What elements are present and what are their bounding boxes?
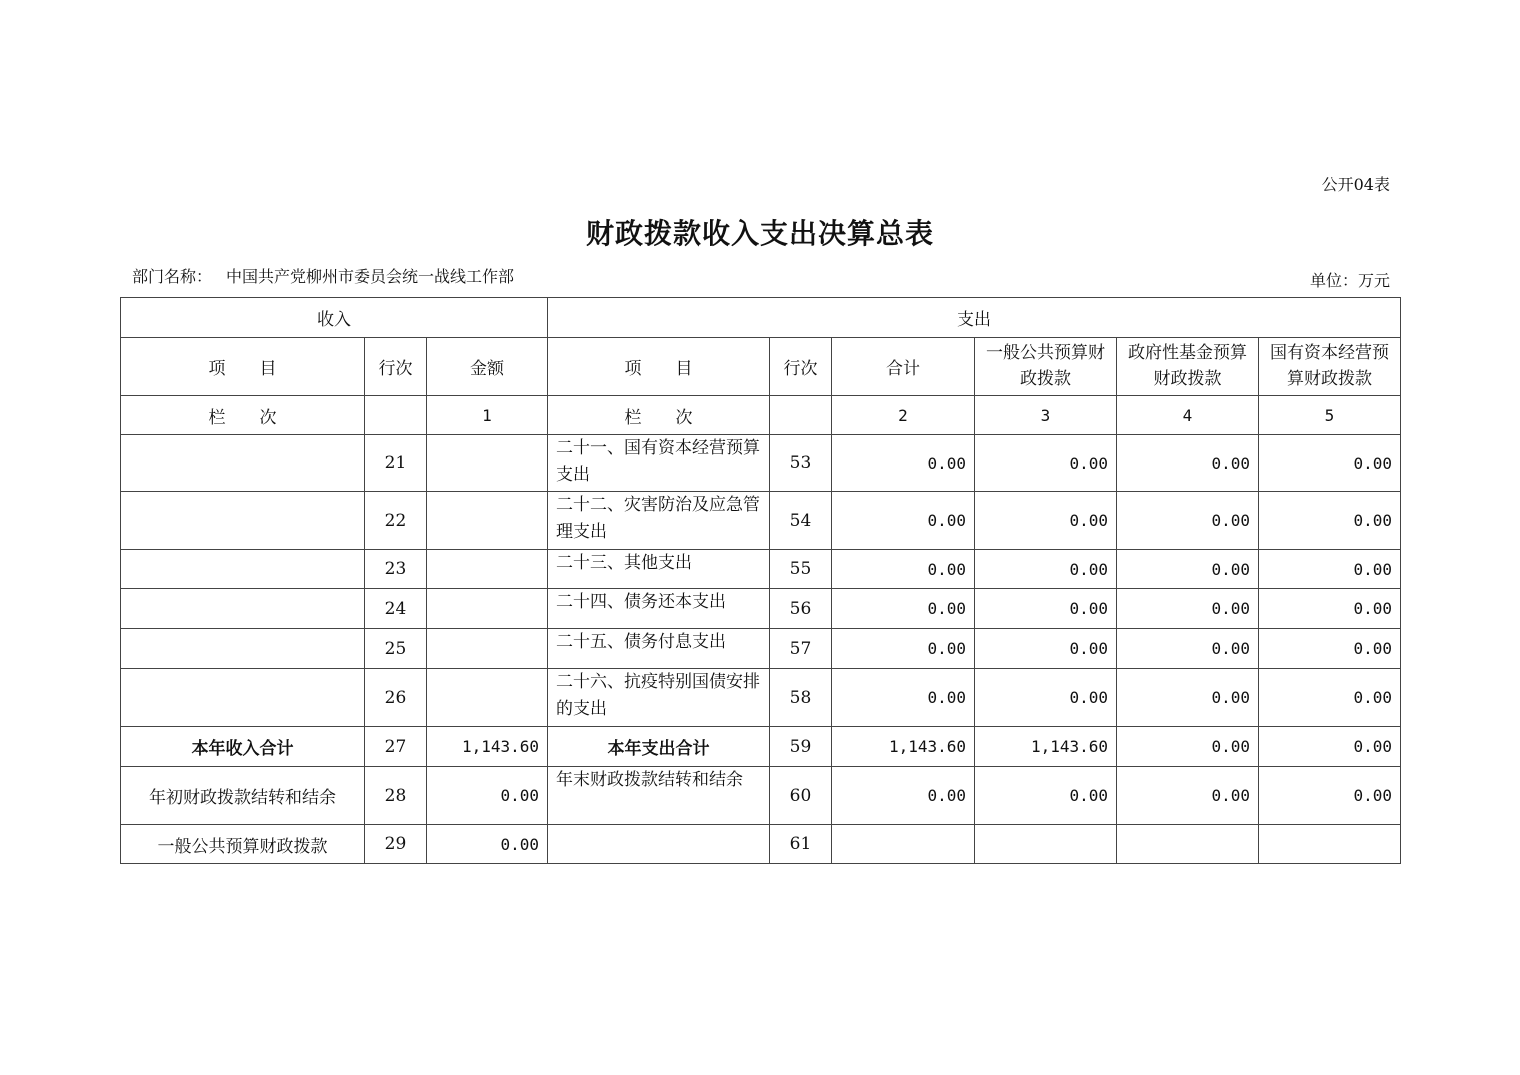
income-row: 27 <box>365 727 427 767</box>
expense-item: 二十六、抗疫特别国债安排的支出 <box>548 669 770 727</box>
expense-row: 58 <box>770 669 832 727</box>
expense-row: 59 <box>770 727 832 767</box>
income-amount <box>427 629 548 669</box>
gov-fund: 0.00 <box>1117 492 1259 550</box>
index-total: 2 <box>832 396 975 435</box>
general-budget: 0.00 <box>975 492 1117 550</box>
general-budget: 0.00 <box>975 589 1117 629</box>
form-code: 公开04表 <box>1321 175 1390 194</box>
gov-fund: 0.00 <box>1117 669 1259 727</box>
department-label: 部门名称： <box>132 267 213 286</box>
income-item <box>121 589 365 629</box>
expense-item: 年末财政拨款结转和结余 <box>548 767 770 825</box>
income-row: 29 <box>365 825 427 864</box>
table-row <box>121 550 1401 589</box>
expense-item: 二十四、债务还本支出 <box>548 589 770 629</box>
income-row: 28 <box>365 767 427 825</box>
gov-fund: 0.00 <box>1117 589 1259 629</box>
income-amount <box>427 492 548 550</box>
column-header-row <box>121 338 1401 396</box>
index-income-amount: 1 <box>427 396 548 435</box>
general-budget <box>975 825 1117 864</box>
income-amount <box>427 435 548 492</box>
section-income: 收入 <box>121 298 548 338</box>
expense-item: 二十一、国有资本经营预算支出 <box>548 435 770 492</box>
expense-item: 二十五、债务付息支出 <box>548 629 770 669</box>
table-row <box>121 589 1401 629</box>
gov-fund: 0.00 <box>1117 435 1259 492</box>
general-budget: 1,143.60 <box>975 727 1117 767</box>
general-budget: 0.00 <box>975 629 1117 669</box>
table-row <box>121 669 1401 727</box>
state-capital: 0.00 <box>1259 435 1401 492</box>
total: 0.00 <box>832 669 975 727</box>
page-title: 财政拨款收入支出决算总表 <box>585 217 934 250</box>
state-capital: 0.00 <box>1259 550 1401 589</box>
expense-row: 60 <box>770 767 832 825</box>
income-item <box>121 435 365 492</box>
income-amount: 1,143.60 <box>427 727 548 767</box>
income-item: 一般公共预算财政拨款 <box>121 825 365 864</box>
index-general-budget: 3 <box>975 396 1117 435</box>
gov-fund: 0.00 <box>1117 767 1259 825</box>
state-capital <box>1259 825 1401 864</box>
expense-row: 54 <box>770 492 832 550</box>
state-capital: 0.00 <box>1259 767 1401 825</box>
col-gov-fund: 政府性基金预算财政拨款 <box>1117 338 1259 396</box>
col-income-amount: 金额 <box>427 338 548 396</box>
gov-fund: 0.00 <box>1117 550 1259 589</box>
index-state-capital: 5 <box>1259 396 1401 435</box>
index-income-label: 栏 次 <box>121 396 365 435</box>
expense-row: 56 <box>770 589 832 629</box>
col-total: 合计 <box>832 338 975 396</box>
income-amount <box>427 669 548 727</box>
unit-label: 单位：万元 <box>1309 271 1390 290</box>
department-row <box>132 264 514 287</box>
general-budget: 0.00 <box>975 435 1117 492</box>
income-row: 26 <box>365 669 427 727</box>
total: 0.00 <box>832 550 975 589</box>
total: 0.00 <box>832 435 975 492</box>
state-capital: 0.00 <box>1259 589 1401 629</box>
total: 0.00 <box>832 492 975 550</box>
table-row <box>121 629 1401 669</box>
table-row <box>121 767 1401 825</box>
expense-item: 本年支出合计 <box>548 727 770 767</box>
index-gov-fund: 4 <box>1117 396 1259 435</box>
index-income-row <box>365 396 427 435</box>
gov-fund: 0.00 <box>1117 727 1259 767</box>
state-capital: 0.00 <box>1259 492 1401 550</box>
column-index-row <box>121 396 1401 435</box>
income-item <box>121 492 365 550</box>
general-budget: 0.00 <box>975 669 1117 727</box>
department-value: 中国共产党柳州市委员会统一战线工作部 <box>226 267 515 286</box>
total: 0.00 <box>832 589 975 629</box>
col-state-capital: 国有资本经营预算财政拨款 <box>1259 338 1401 396</box>
income-row: 22 <box>365 492 427 550</box>
general-budget: 0.00 <box>975 767 1117 825</box>
income-amount <box>427 550 548 589</box>
col-general-budget: 一般公共预算财政拨款 <box>975 338 1117 396</box>
income-amount <box>427 589 548 629</box>
gov-fund <box>1117 825 1259 864</box>
gov-fund: 0.00 <box>1117 629 1259 669</box>
index-expense-row <box>770 396 832 435</box>
col-income-row: 行次 <box>365 338 427 396</box>
col-expense-row: 行次 <box>770 338 832 396</box>
total <box>832 825 975 864</box>
state-capital: 0.00 <box>1259 629 1401 669</box>
section-header-row <box>121 298 1401 338</box>
total: 0.00 <box>832 767 975 825</box>
state-capital: 0.00 <box>1259 727 1401 767</box>
income-row: 24 <box>365 589 427 629</box>
col-income-item: 项 目 <box>121 338 365 396</box>
expense-item: 二十三、其他支出 <box>548 550 770 589</box>
table-row <box>121 825 1401 864</box>
report-table <box>120 297 1401 864</box>
income-item <box>121 629 365 669</box>
total: 0.00 <box>832 629 975 669</box>
income-row: 21 <box>365 435 427 492</box>
income-row: 25 <box>365 629 427 669</box>
table-row-total <box>121 727 1401 767</box>
general-budget: 0.00 <box>975 550 1117 589</box>
income-item <box>121 669 365 727</box>
expense-row: 61 <box>770 825 832 864</box>
income-amount: 0.00 <box>427 767 548 825</box>
section-expense: 支出 <box>548 298 1401 338</box>
expense-item <box>548 825 770 864</box>
income-item <box>121 550 365 589</box>
table-row <box>121 492 1401 550</box>
expense-row: 55 <box>770 550 832 589</box>
expense-item: 二十二、灾害防治及应急管理支出 <box>548 492 770 550</box>
index-expense-label: 栏 次 <box>548 396 770 435</box>
income-item: 年初财政拨款结转和结余 <box>121 767 365 825</box>
income-item: 本年收入合计 <box>121 727 365 767</box>
col-expense-item: 项 目 <box>548 338 770 396</box>
total: 1,143.60 <box>832 727 975 767</box>
expense-row: 57 <box>770 629 832 669</box>
income-amount: 0.00 <box>427 825 548 864</box>
table-row <box>121 435 1401 492</box>
income-row: 23 <box>365 550 427 589</box>
expense-row: 53 <box>770 435 832 492</box>
state-capital: 0.00 <box>1259 669 1401 727</box>
